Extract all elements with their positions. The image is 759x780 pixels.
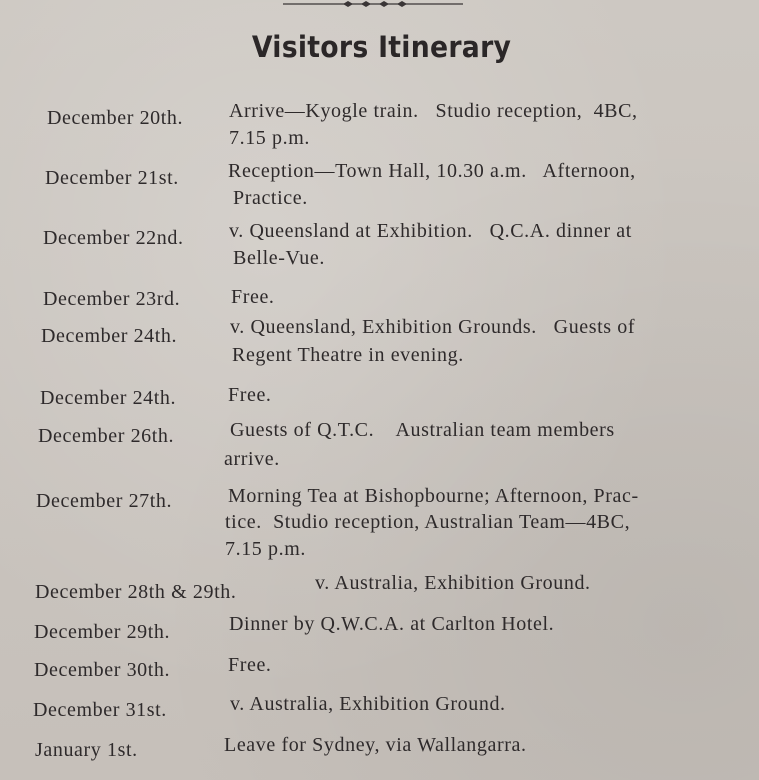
entry-text-line: Free. (228, 654, 272, 676)
entry-text-line: Belle-Vue. (233, 247, 325, 269)
entry-text-line: v. Queensland at Exhibition. Q.C.A. dinner at (229, 220, 632, 242)
entry-text-line: Free. (231, 286, 275, 308)
entry-date: January 1st. (35, 739, 138, 761)
entry-date: December 21st. (45, 167, 179, 189)
decorative-rule-ornament (283, 0, 463, 10)
entry-text-line: Dinner by Q.W.C.A. at Carlton Hotel. (229, 613, 555, 635)
entry-text-line: tice. Studio reception, Australian Team—4BC, (225, 511, 631, 533)
entry-date: December 29th. (34, 621, 171, 643)
entry-text-line: Free. (228, 384, 272, 406)
entry-date: December 23rd. (43, 288, 181, 310)
entry-text-line: Morning Tea at Bishopbourne; Afternoon, Prac- (228, 485, 639, 507)
entry-date: December 22nd. (43, 227, 184, 249)
entry-date: December 27th. (36, 490, 173, 512)
entry-date: December 26th. (38, 425, 175, 447)
entry-text-line: v. Australia, Exhibition Ground. (230, 693, 506, 715)
entry-text-line: Practice. (233, 187, 308, 209)
entry-text-line: 7.15 p.m. (225, 538, 306, 560)
entry-date: December 28th & 29th. (35, 581, 237, 603)
entry-text-line: v. Queensland, Exhibition Grounds. Guests of (230, 316, 636, 338)
entry-text-line: Reception—Town Hall, 10.30 a.m. Afternoon, (228, 160, 636, 182)
entry-date: December 30th. (34, 659, 171, 681)
entry-text-line: Regent Theatre in evening. (232, 344, 464, 366)
entry-date: December 20th. (47, 107, 184, 129)
entry-text-line: Guests of Q.T.C. Australian team members (230, 419, 615, 441)
entry-text-line: Arrive—Kyogle train. Studio reception, 4BC, (229, 100, 638, 122)
entry-date: December 31st. (33, 699, 167, 721)
entry-text-line: Leave for Sydney, via Wallangarra. (224, 734, 527, 756)
entry-text-line: arrive. (224, 448, 280, 470)
entry-date: December 24th. (40, 387, 177, 409)
entry-date: December 24th. (41, 325, 178, 347)
page-title: Visitors Itinerary (251, 30, 512, 64)
entry-text-line: v. Australia, Exhibition Ground. (315, 572, 591, 594)
entry-text-line: 7.15 p.m. (229, 127, 310, 149)
